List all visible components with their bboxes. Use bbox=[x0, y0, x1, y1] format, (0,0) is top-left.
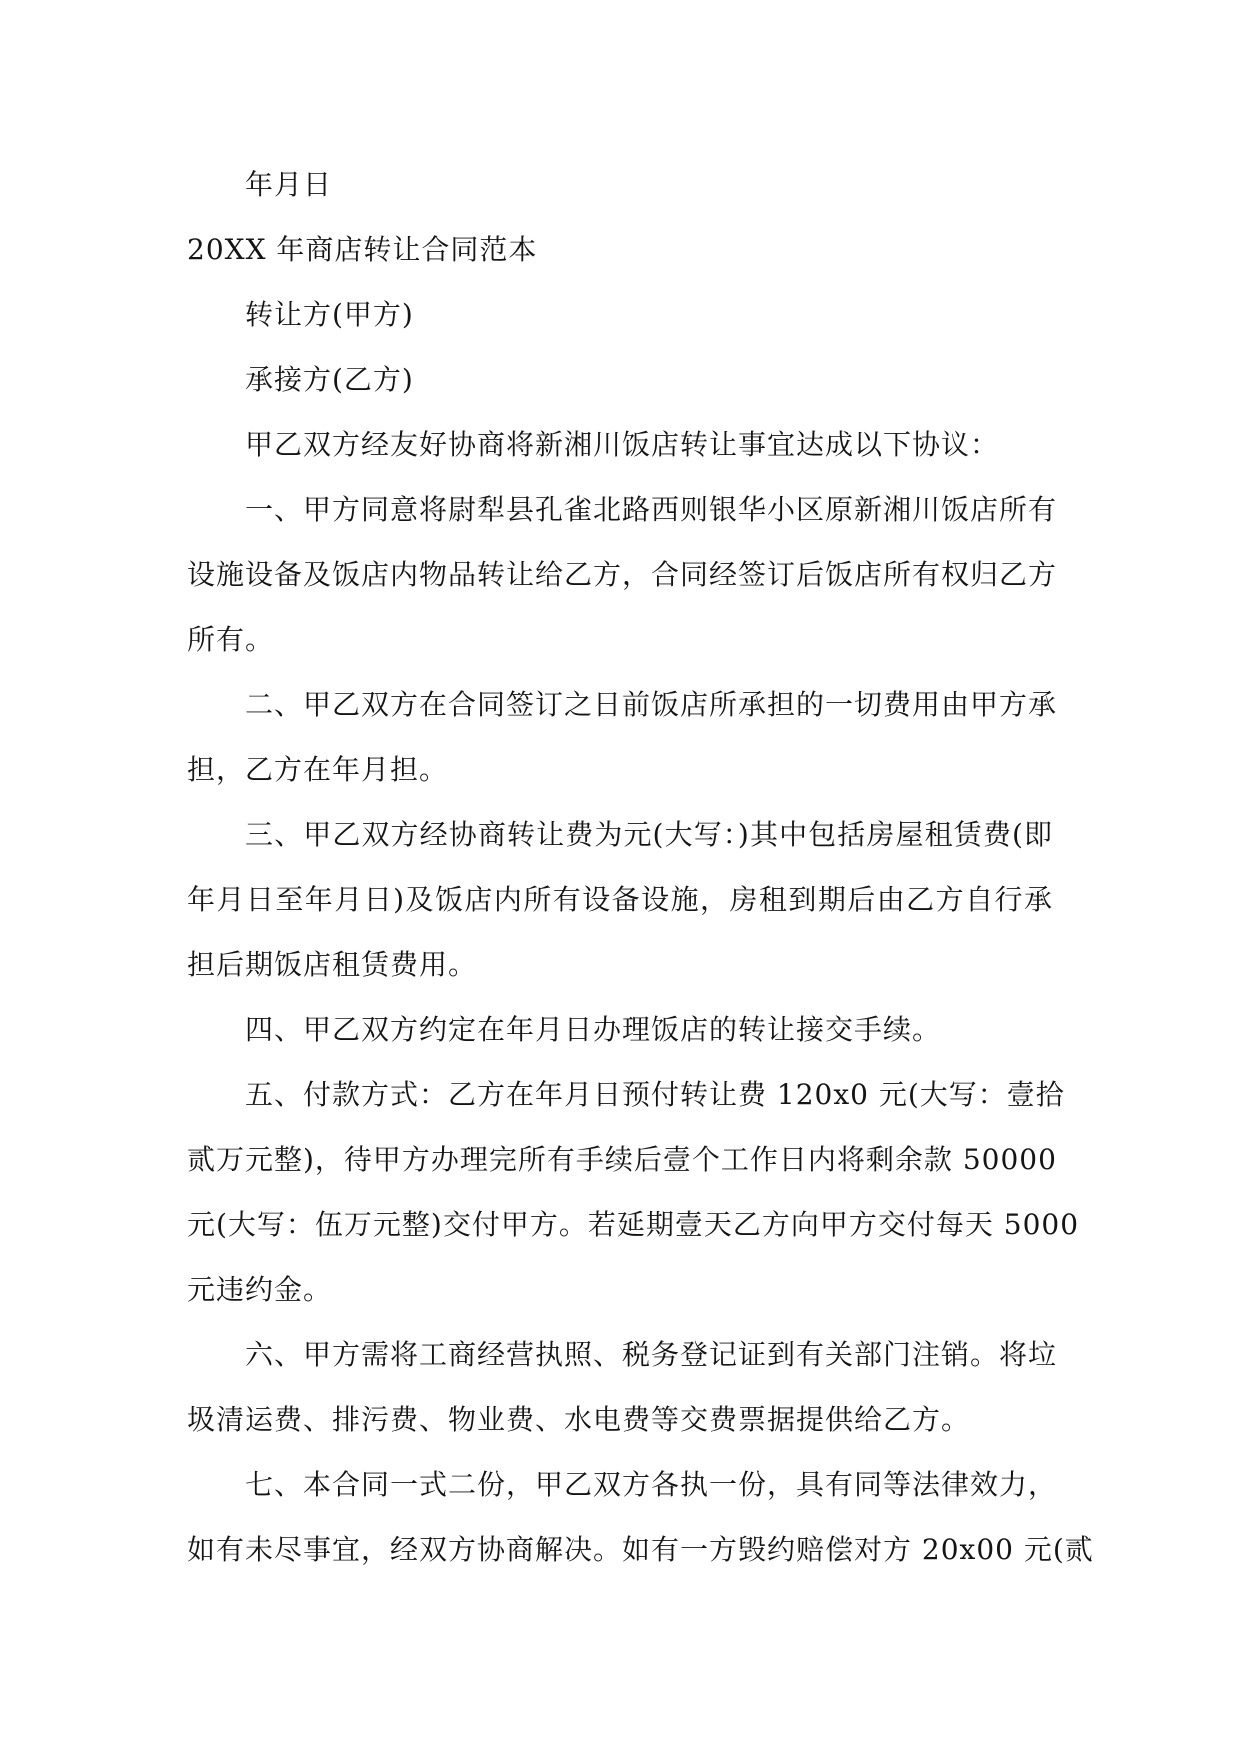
clause-7-line-1: 七、本合同一式二份，甲乙双方各执一份，具有同等法律效力， bbox=[245, 1468, 1058, 1501]
clause-5-line-1: 五、付款方式：乙方在年月日预付转让费 120x0 元(大写：壹拾 bbox=[245, 1078, 1065, 1111]
clause-5-line-4: 元违约金。 bbox=[187, 1273, 333, 1306]
document-title: 20XX 年商店转让合同范本 bbox=[187, 233, 538, 266]
clause-2-line-1: 二、甲乙双方在合同签订之日前饭店所承担的一切费用由甲方承 bbox=[245, 688, 1058, 721]
date-line: 年月日 bbox=[245, 168, 333, 201]
clause-7-line-2: 如有未尽事宜，经双方协商解决。如有一方毁约赔偿对方 20x00 元(贰 bbox=[187, 1533, 1094, 1566]
clause-1-line-2: 设施设备及饭店内物品转让给乙方，合同经签订后饭店所有权归乙方 bbox=[187, 558, 1058, 591]
clause-5-line-3: 元(大写：伍万元整)交付甲方。若延期壹天乙方向甲方交付每天 5000 bbox=[187, 1208, 1080, 1241]
party-b-line: 承接方(乙方) bbox=[245, 363, 414, 396]
clause-1-line-3: 所有。 bbox=[187, 623, 275, 656]
clause-4-line-1: 四、甲乙双方约定在年月日办理饭店的转让接交手续。 bbox=[245, 1013, 942, 1046]
clause-5-line-2: 贰万元整)，待甲方办理完所有手续后壹个工作日内将剩余款 50000 bbox=[187, 1143, 1057, 1176]
clause-3-line-3: 担后期饭店租赁费用。 bbox=[187, 948, 478, 981]
clause-3-line-1: 三、甲乙双方经协商转让费为元(大写：)其中包括房屋租赁费(即 bbox=[245, 818, 1053, 851]
document-body bbox=[187, 152, 1094, 1582]
clause-2-line-2: 担，乙方在年月担。 bbox=[187, 753, 449, 786]
clause-6-line-2: 圾清运费、排污费、物业费、水电费等交费票据提供给乙方。 bbox=[187, 1403, 971, 1436]
party-a-line: 转让方(甲方) bbox=[245, 298, 414, 331]
agreement-intro: 甲乙双方经友好协商将新湘川饭店转让事宜达成以下协议： bbox=[245, 428, 1000, 461]
clause-1-line-1: 一、甲方同意将尉犁县孔雀北路西则银华小区原新湘川饭店所有 bbox=[245, 493, 1058, 526]
clause-6-line-1: 六、甲方需将工商经营执照、税务登记证到有关部门注销。将垃 bbox=[245, 1338, 1058, 1371]
clause-3-line-2: 年月日至年月日)及饭店内所有设备设施，房租到期后由乙方自行承 bbox=[187, 883, 1053, 916]
